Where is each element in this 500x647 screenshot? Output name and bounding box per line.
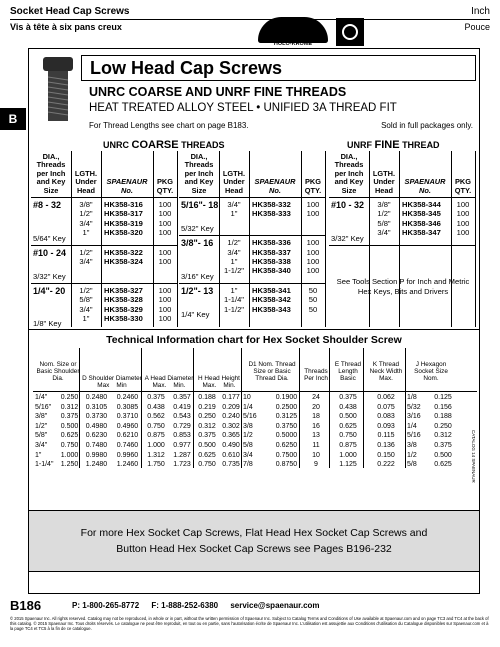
tech-value: 0.375: [60, 413, 79, 421]
tech-value: 1/2: [243, 432, 253, 440]
tech-value: 0.5000: [275, 432, 298, 440]
tech-value: 0.625: [60, 432, 79, 440]
tech-value: 0.875: [339, 442, 357, 449]
tech-value: 0.3085: [116, 403, 139, 411]
col-header: SPAENAUR No.: [106, 177, 148, 195]
tech-value: 3/16: [407, 413, 421, 421]
thread-size: #10 - 32: [331, 200, 365, 210]
part-number: HK358-337: [252, 247, 291, 257]
pkg-qty: 100: [158, 295, 172, 305]
tech-value: 0.125: [434, 394, 452, 401]
tech-col-header: J Hexagon Socket Size Nom.: [414, 361, 448, 382]
product-subtitle: UNRC COARSE AND UNRF FINE THREADS: [89, 85, 347, 99]
tech-value: 10: [243, 394, 251, 401]
product-title: Low Head Cap Screws: [81, 55, 476, 81]
tech-value: 0.3730: [85, 413, 108, 421]
tech-value: 0.357: [173, 394, 191, 401]
tech-value: 0.562: [147, 413, 165, 421]
tech-value: 0.302: [222, 422, 240, 430]
tech-col-header: D1 Nom. Thread Size or Basic Thread Dia.: [248, 361, 296, 382]
tech-value: 1.125: [339, 461, 357, 469]
part-number: HK358-322: [104, 247, 143, 257]
catalog-side-code: CATALOG 14 SPAENAUR: [471, 430, 476, 483]
tech-col-header: A Head Diameter: [144, 375, 194, 382]
pkg-qty: 100: [158, 200, 172, 209]
key-size: 3/32" Key: [33, 271, 66, 281]
tech-value: 0.7500: [275, 451, 298, 459]
tech-value: 0.438: [339, 403, 357, 411]
length-value: 1": [230, 285, 238, 295]
tech-value: 0.610: [222, 451, 240, 459]
header-rule: [10, 19, 490, 20]
tech-value: 0.729: [173, 422, 191, 430]
length-value: 1": [82, 314, 90, 323]
part-number: HK358-343: [252, 304, 291, 314]
key-size: 3/32" Key: [331, 233, 364, 243]
page-number: B186: [10, 598, 42, 613]
tech-value: 0.875: [147, 432, 165, 440]
coarse-section-heading: UNRC COARSE THREADS: [103, 139, 225, 151]
tech-value: 3/4: [243, 451, 253, 459]
tech-value: 5/8: [243, 442, 253, 449]
tech-value: 0.136: [377, 442, 395, 449]
tech-value: 0.6230: [85, 432, 108, 440]
key-size: 5/64" Key: [33, 233, 66, 243]
tech-value: 1.000: [339, 451, 357, 459]
tech-value: 16: [312, 422, 320, 430]
header-unit-en: Inch: [471, 6, 490, 17]
length-value: 3/4": [227, 200, 241, 209]
tech-value: 0.4960: [116, 422, 139, 430]
tech-value: 0.156: [434, 403, 452, 411]
tech-value: 0.2500: [275, 403, 298, 411]
tech-col-header: Threads Per Inch: [304, 368, 328, 382]
col-header: PKG QTY.: [454, 177, 472, 195]
part-number: HK358-341: [252, 285, 291, 295]
part-number: HK358-336: [252, 238, 291, 248]
tech-value: 0.250: [198, 413, 216, 421]
part-number: HK358-328: [104, 295, 143, 305]
section-tab[interactable]: B: [0, 108, 26, 130]
tech-value: 5/16: [407, 432, 421, 440]
phone-number: P: 1-800-265-8772: [72, 601, 140, 610]
tech-value: 0.209: [222, 403, 240, 411]
tools-note: See Tools Section P for Inch and Metric Hex Keys, Bits and Drivers: [336, 277, 470, 296]
pkg-qty: 50: [308, 285, 318, 295]
brand-logo-shape: [258, 17, 328, 43]
header-rule: [329, 197, 475, 198]
tech-value: 0.6250: [275, 442, 298, 449]
part-number: HK358-330: [104, 314, 143, 323]
product-material: HEAT TREATED ALLOY STEEL • UNIFIED 3A THREAD FIT: [89, 102, 397, 114]
tech-value: 1/4: [407, 422, 417, 430]
tech-value: 5/16: [243, 413, 257, 421]
pkg-qty: 100: [158, 285, 172, 295]
key-size: 1/4" Key: [181, 310, 210, 319]
length-value: 1-1/4": [223, 295, 244, 305]
length-value: 3/4": [79, 304, 93, 314]
part-number: HK358-340: [252, 266, 291, 276]
pkg-qty: 100: [306, 209, 320, 219]
tech-value: 0.1900: [275, 394, 298, 401]
tech-value: 1": [35, 451, 42, 459]
tech-value: 20: [312, 403, 320, 411]
part-number: HK358-338: [252, 257, 291, 266]
length-value: 1/2": [377, 209, 391, 219]
product-table-bottom: [29, 329, 479, 330]
thread-size: 1/4"- 20: [33, 285, 66, 296]
tech-value: 5/32: [407, 403, 421, 411]
tech-value: 0.625: [339, 422, 357, 430]
col-header: LGTH. Under Head: [222, 168, 246, 195]
tech-value: 0.365: [222, 432, 240, 440]
tech-value: 10: [312, 451, 320, 459]
header-title-fr: Vis à tête à six pans creux: [10, 22, 122, 32]
length-value: 3/4": [79, 218, 93, 228]
tech-col-header: E Thread Length Basic: [334, 361, 362, 382]
key-size: 1/8" Key: [33, 319, 62, 329]
tech-value: 0.490: [222, 442, 240, 449]
tech-value: 0.375: [147, 394, 165, 401]
pkg-qty: 100: [158, 247, 172, 257]
part-number: HK358-344: [402, 200, 441, 209]
pkg-qty: 100: [158, 314, 172, 323]
legal-text: © 2015 Spaenaur Inc. All rights reserved. Catalog may not be reproduced, in whole or in part, without the written permission of Spaenaur Inc. Subject to Catalog Terms and Conditions of Use available at Spaenaur.com and on page TC3 and TC4 at the back of this catalog. © 2015 Spaenaur Inc. Tous droits réservés. Le catalogue ne peut être reproduit, en tout ou en partie, sans l'autorisation écrite de Spaenaur Inc. L'utilisation est assujettie aux Conditions d'utilisation du Catalogue disponibles sur Spaenaur.com et à la page TC4 et TC5 à la fin de ce catalogue.: [10, 616, 489, 631]
socket-head-icon: [336, 18, 364, 46]
tech-chart-title: Technical Information chart for Hex Socket Shoulder Screw: [106, 334, 402, 346]
pkg-qty: 100: [456, 200, 470, 209]
tech-value: 1/4: [243, 403, 253, 411]
thread-size: #8 - 32: [33, 200, 62, 210]
tech-value: 0.438: [147, 403, 165, 411]
tech-col-subheader: Max. Min.: [152, 382, 186, 389]
header-title-en: Socket Head Cap Screws: [10, 6, 130, 17]
col-header: SPAENAUR No.: [254, 177, 296, 195]
header-unit-fr: Pouce: [464, 22, 490, 32]
tech-value: 1/8: [407, 394, 417, 401]
tech-value: 18: [312, 413, 320, 421]
tech-value: 0.750: [198, 461, 216, 469]
tech-value: 0.3710: [116, 413, 139, 421]
length-value: 1/2": [79, 209, 93, 219]
col-divider: [369, 151, 370, 327]
tech-value: 0.312: [60, 403, 79, 411]
tech-value: 0.219: [198, 403, 216, 411]
length-value: 3/4": [79, 257, 93, 266]
tech-value: 5/16": [35, 403, 52, 411]
tech-value: 0.2480: [85, 394, 108, 401]
tech-value: 11: [312, 442, 320, 449]
tech-value: 1/2: [407, 451, 417, 459]
tech-value: 0.750: [60, 442, 79, 449]
more-products-line1: For more Hex Socket Cap Screws, Flat Head Hex Socket Cap Screws and: [80, 527, 428, 539]
pkg-qty: 100: [158, 304, 172, 314]
tech-value: 3/4": [35, 442, 48, 449]
tech-value: 0.115: [377, 432, 395, 440]
part-number: HK358-329: [104, 304, 143, 314]
tech-value: 0.750: [147, 422, 165, 430]
tech-value: 0.500: [198, 442, 216, 449]
package-note: Sold in full packages only.: [381, 121, 473, 130]
tech-value: 0.375: [198, 432, 216, 440]
tech-value: 3/8": [35, 413, 48, 421]
more-products-note: [28, 510, 480, 572]
thread-size: 3/8"- 16: [181, 238, 214, 249]
fax-number: F: 1-888-252-6380: [151, 601, 219, 610]
tech-value: 0.750: [339, 432, 357, 440]
pkg-qty: 100: [456, 209, 470, 219]
tech-value: 0.375: [339, 394, 357, 401]
brand-logo-text: HOLO-KROME: [273, 41, 313, 47]
part-number: HK358-347: [402, 228, 441, 238]
length-value: 1": [230, 257, 238, 266]
tech-value: 0.9960: [116, 451, 139, 459]
tech-value: 0.977: [173, 442, 191, 449]
tech-value: 0.188: [198, 394, 216, 401]
length-value: 1/2": [79, 247, 93, 257]
tech-value: 0.150: [377, 451, 395, 459]
tech-value: 0.853: [173, 432, 191, 440]
tech-value: 1.250: [60, 461, 79, 469]
pkg-qty: 100: [158, 218, 172, 228]
tech-value: 3/8: [243, 422, 253, 430]
tech-value: 1.312: [147, 451, 165, 459]
tech-value: 1/2": [35, 422, 48, 430]
part-number: HK358-320: [104, 228, 143, 238]
contact-info: [72, 601, 330, 610]
tech-value: 1-1/4": [35, 461, 54, 469]
tech-value: 5/8": [35, 432, 48, 440]
pkg-qty: 100: [158, 209, 172, 219]
tech-value: 9: [314, 461, 318, 469]
length-value: 3/4": [377, 228, 391, 238]
pkg-qty: 50: [308, 304, 318, 314]
length-value: 1/2": [79, 285, 93, 295]
tech-value: 0.177: [222, 394, 240, 401]
tech-value: 24: [312, 394, 320, 401]
tech-value: 0.543: [173, 413, 191, 421]
thread-length-note: For Thread Lengths see chart on page B183.: [89, 121, 249, 130]
thread-size: #10 - 24: [33, 247, 67, 258]
tech-value: 0.8750: [275, 461, 298, 469]
tech-value: 0.222: [377, 461, 395, 469]
thread-size: 1/2"- 13: [181, 285, 214, 296]
key-size: 5/32" Key: [181, 224, 214, 234]
col-header: DIA., Threads per Inch and Key Size: [184, 151, 214, 195]
part-number: HK358-332: [252, 200, 291, 209]
tech-value: 0.3105: [85, 403, 108, 411]
tech-value: 1.2460: [116, 461, 139, 469]
tech-value: 0.188: [434, 413, 452, 421]
tech-value: 0.3125: [275, 413, 298, 421]
tech-value: 0.735: [222, 461, 240, 469]
brand-logo: [258, 17, 328, 47]
tech-value: 1.000: [147, 442, 165, 449]
tech-value: 0.312: [198, 422, 216, 430]
tech-value: 0.250: [434, 422, 452, 430]
tech-col-header: H Head Height: [198, 375, 240, 382]
pkg-qty: 100: [306, 238, 320, 248]
part-number: HK358-346: [402, 218, 441, 228]
fine-section-heading: UNRF FINE THREAD: [347, 139, 440, 151]
tech-value: 1.2480: [85, 461, 108, 469]
pkg-qty: 100: [306, 257, 320, 266]
tech-value: 0.500: [60, 422, 79, 430]
part-number: HK358-316: [104, 200, 143, 209]
pkg-qty: 100: [158, 228, 172, 238]
tech-value: 0.240: [222, 413, 240, 421]
tech-value: 1.000: [60, 451, 79, 459]
length-value: 3/4": [227, 247, 241, 257]
col-header: LGTH. Under Head: [74, 168, 98, 195]
tech-value: 0.375: [434, 442, 452, 449]
tech-col-header: K Thread Neck Width Max.: [369, 361, 403, 382]
length-value: 3/8": [377, 200, 391, 209]
col-header: DIA., Threads per Inch and Key Size: [334, 151, 364, 195]
tech-value: 0.7480: [85, 442, 108, 449]
tech-value: 13: [312, 432, 320, 440]
pkg-qty: 50: [308, 295, 318, 305]
tech-col-header: Nom. Size or Basic Shoulder Dia.: [36, 361, 80, 382]
email-link[interactable]: service@spaenaur.com: [230, 601, 320, 610]
pkg-qty: 100: [306, 247, 320, 257]
pkg-qty: 100: [456, 228, 470, 238]
tech-col-subheader: Max Min: [97, 382, 127, 389]
pkg-qty: 100: [306, 200, 320, 209]
tech-value: 0.500: [434, 451, 452, 459]
tech-value: 1.287: [173, 451, 191, 459]
part-number: HK358-319: [104, 218, 143, 228]
key-size: 3/16" Key: [181, 271, 214, 281]
part-number: HK358-345: [402, 209, 441, 219]
tech-value: 0.083: [377, 413, 395, 421]
tech-value: 3/8: [407, 442, 417, 449]
length-value: 5/8": [377, 218, 391, 228]
part-number: HK358-333: [252, 209, 291, 219]
part-number: HK358-327: [104, 285, 143, 295]
tech-value: 1.750: [147, 461, 165, 469]
part-number: HK358-324: [104, 257, 143, 266]
row-rule: [329, 245, 475, 246]
col-divider: [451, 151, 452, 327]
col-header: SPAENAUR No.: [404, 177, 446, 195]
tech-value: 0.7460: [116, 442, 139, 449]
tech-value: 1.723: [173, 461, 191, 469]
col-header: DIA., Threads per Inch and Key Size: [36, 151, 66, 195]
length-value: 1-1/2": [223, 266, 244, 276]
pkg-qty: 100: [456, 218, 470, 228]
length-value: 1-1/2": [223, 304, 244, 314]
length-value: 1": [82, 228, 90, 238]
col-divider: [475, 151, 476, 327]
tech-value: 0.2460: [116, 394, 139, 401]
length-value: 1/2": [227, 238, 241, 248]
tech-value: 0.500: [339, 413, 357, 421]
tech-value: 0.093: [377, 422, 395, 430]
pkg-qty: 100: [306, 266, 320, 276]
part-number: HK358-342: [252, 295, 291, 305]
col-header: LGTH. Under Head: [372, 168, 396, 195]
tech-value: 5/8: [407, 461, 417, 469]
col-divider: [399, 151, 400, 327]
tech-col-header: D Shoulder Diameter: [82, 375, 142, 382]
tech-header-rule: [33, 391, 477, 392]
pkg-qty: 100: [158, 257, 172, 266]
col-header: PKG QTY.: [156, 177, 174, 195]
page-header: [10, 6, 490, 47]
tech-value: 0.6210: [116, 432, 139, 440]
tech-value: 0.312: [434, 432, 452, 440]
length-value: 5/8": [79, 295, 93, 305]
tech-value: 0.4980: [85, 422, 108, 430]
tech-value: 0.075: [377, 403, 395, 411]
tech-value: 0.625: [434, 461, 452, 469]
tech-value: 0.9980: [85, 451, 108, 459]
tech-value: 0.419: [173, 403, 191, 411]
tech-value: 0.062: [377, 394, 395, 401]
length-value: 3/8": [79, 200, 93, 209]
tech-value: 7/8: [243, 461, 253, 469]
tech-col-subheader: Max. Min.: [202, 382, 236, 389]
part-number: HK358-317: [104, 209, 143, 219]
length-value: 1": [230, 209, 238, 219]
tech-value: 0.3750: [275, 422, 298, 430]
thread-size: 5/16"- 18: [181, 200, 219, 210]
tech-value: 1/4": [35, 394, 48, 401]
col-header: PKG QTY.: [304, 177, 322, 195]
tech-value: 0.625: [198, 451, 216, 459]
tech-value: 0.250: [60, 394, 79, 401]
more-products-line2: Button Head Hex Socket Cap Screws see Pages B196-232: [116, 543, 392, 555]
